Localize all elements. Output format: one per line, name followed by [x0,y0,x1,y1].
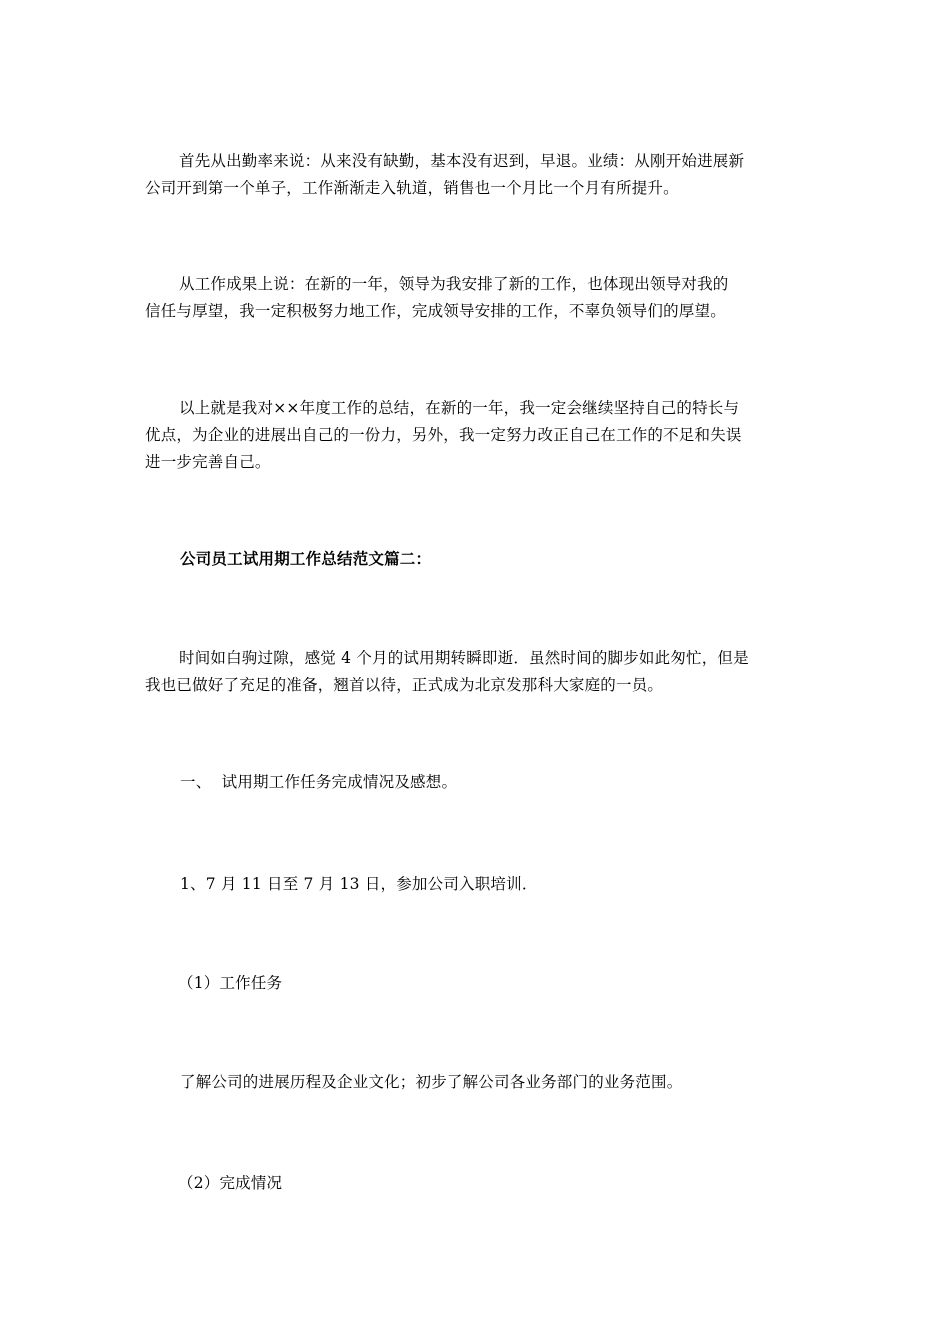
paragraph-probation [145,645,805,699]
text-line: 进一步完善自己。 [145,453,271,471]
text-line: 从工作成果上说：在新的一年，领导为我安排了新的工作，也体现出领导对我的 [179,275,729,293]
text-line: 公司开到第一个单子，工作渐渐走入轨道，销售也一个月比一个月有所提升。 [145,179,679,197]
section-title-one: 一、 试用期工作任务完成情况及感想。 [180,773,458,791]
paragraph-work-results [145,271,805,325]
paragraph-attendance [145,148,805,202]
text-line: 信任与厚望，我一定积极努力地工作，完成领导安排的工作，不辜负领导们的厚望。 [145,302,726,320]
subheading-completion: （2）完成情况 [178,1174,283,1192]
text-line: 时间如白驹过隙，感觉 4 个月的试用期转瞬即逝．虽然时间的脚步如此匆忙，但是 [179,649,749,667]
text-line: 优点，为企业的进展出自己的一份力，另外，我一定努力改正自己在工作的不足和失误 [145,426,742,444]
text-line: 以上就是我对××年度工作的总结，在新的一年，我一定会继续坚持自己的特长与 [179,399,740,417]
paragraph-summary [145,395,805,476]
subheading-work-task: （1）工作任务 [178,974,283,992]
text-line: 我也已做好了充足的准备，翘首以待，正式成为北京发那科大家庭的一员。 [145,676,664,694]
paragraph-task-text: 了解公司的进展历程及企业文化；初步了解公司各业务部门的业务范围。 [180,1073,683,1091]
list-item-training: 1、7 月 11 日至 7 月 13 日，参加公司入职培训． [180,875,538,893]
section-heading: 公司员工试用期工作总结范文篇二： [180,550,432,568]
text-line: 首先从出勤率来说：从来没有缺勤，基本没有迟到，早退。业绩：从刚开始进展新 [179,152,745,170]
